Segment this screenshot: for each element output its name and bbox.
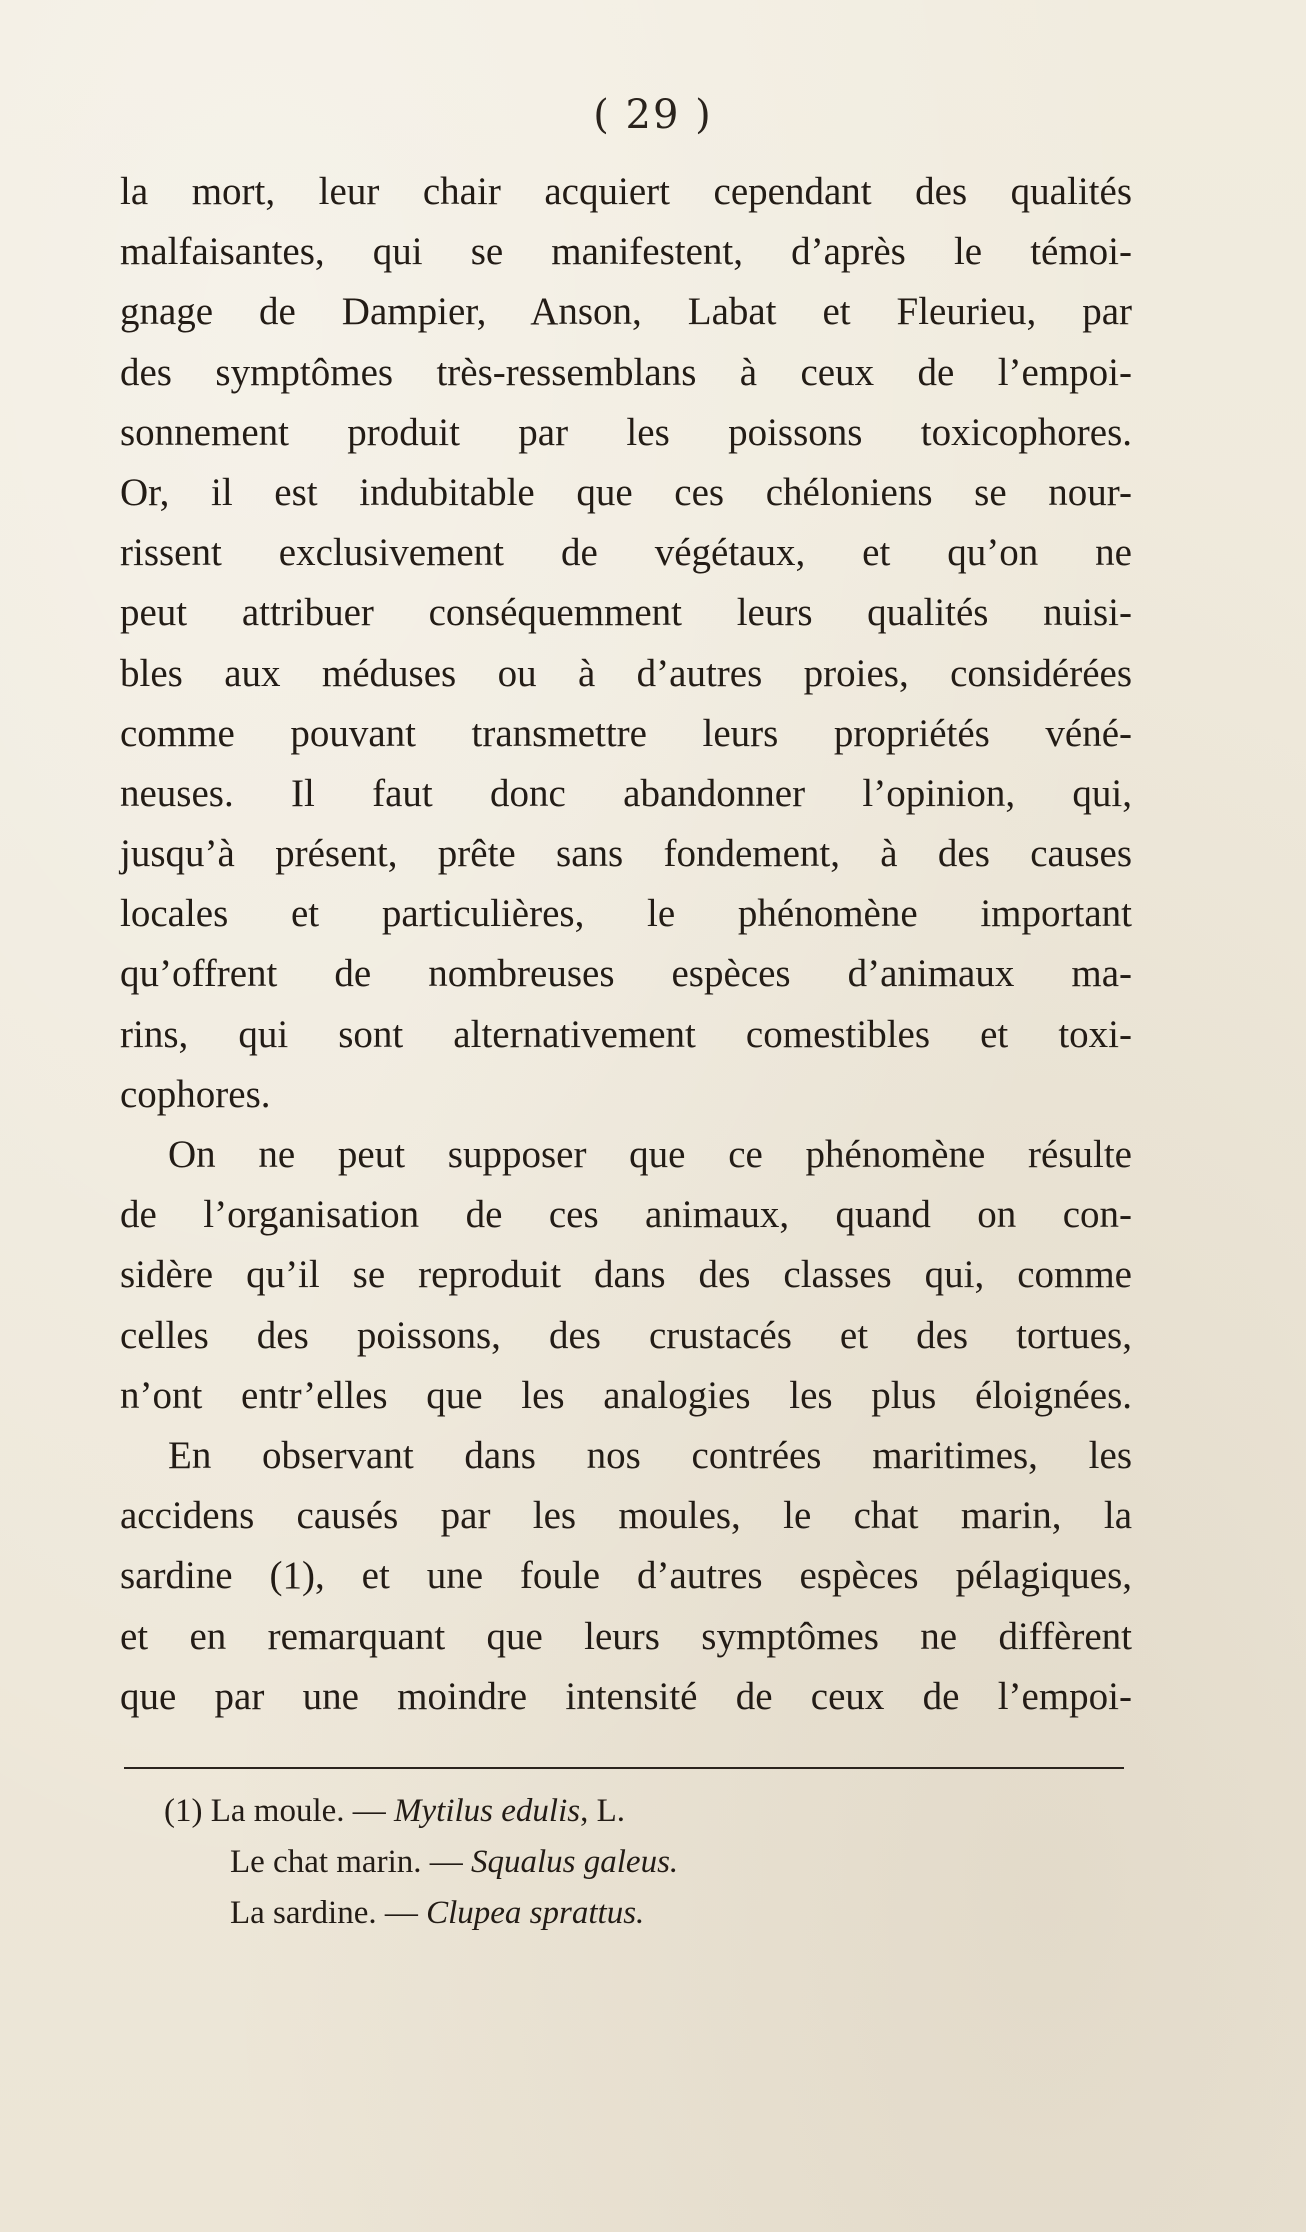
text-line: rins, qui sont alternativement comestibles et toxi- (120, 1012, 1132, 1056)
text-line: qu’offrent de nombreuses espèces d’animaux ma- (120, 952, 1132, 996)
footnote-species: Squalus galeus. (471, 1844, 679, 1880)
footnote-rule (124, 1767, 1124, 1769)
text-line: rissent exclusivement de végétaux, et qu’on ne (120, 531, 1132, 575)
text-line: bles aux méduses ou à d’autres proies, considérées (120, 651, 1132, 695)
text-line: et en remarquant que leurs symptômes ne diffèrent (120, 1614, 1132, 1658)
footnote-species: Mytilus edulis (394, 1793, 581, 1829)
body-text (120, 162, 1132, 1727)
text-line: cophores. (120, 1072, 271, 1116)
text-line: sidère qu’il se reproduit dans des classes qui, comme (120, 1253, 1132, 1297)
text-line: neuses. Il faut donc abandonner l’opinion, qui, (120, 771, 1132, 815)
footnote (164, 1888, 984, 1939)
footnote-common-name: Le chat marin. — (230, 1844, 463, 1880)
text-line: peut attribuer conséquemment leurs qualités nuisi- (120, 591, 1132, 635)
text-line: sonnement produit par les poissons toxicophores. (120, 410, 1132, 454)
footnote-common-name: La sardine. — (230, 1895, 418, 1931)
text-line: comme pouvant transmettre leurs propriétés véné- (120, 711, 1132, 755)
text-line: des symptômes très-ressemblans à ceux de l’empoi- (120, 350, 1132, 394)
footnotes (164, 1786, 984, 1939)
text-line: sardine (1), et une foule d’autres espèces pélagiques, (120, 1554, 1132, 1598)
text-line: locales et particulières, le phénomène important (120, 892, 1132, 936)
text-line: que par une moindre intensité de ceux de l’empoi- (120, 1674, 1132, 1718)
page-number: ( 29 ) (593, 92, 713, 138)
footnote-common-name: La moule. — (210, 1793, 386, 1829)
footnote-species: Clupea sprattus. (426, 1895, 645, 1931)
text-line: Or, il est indubitable que ces chéloniens se nour- (120, 470, 1132, 514)
footnote (164, 1837, 984, 1888)
text-line: On ne peut supposer que ce phénomène résulte (168, 1133, 1132, 1176)
footnote-suffix: , L. (580, 1793, 626, 1829)
text-line: gnage de Dampier, Anson, Labat et Fleurieu, par (120, 290, 1132, 334)
text-line: n’ont entr’elles que les analogies les plus éloignées. (120, 1373, 1132, 1417)
text-line: jusqu’à présent, prête sans fondement, à des causes (120, 832, 1132, 876)
text-line: malfaisantes, qui se manifestent, d’après le témoi- (120, 230, 1132, 274)
text-line: En observant dans nos contrées maritimes, les (168, 1433, 1132, 1477)
text-line: accidens causés par les moules, le chat marin, la (120, 1494, 1132, 1538)
text-line: de l’organisation de ces animaux, quand on con- (120, 1193, 1132, 1237)
footnote (164, 1786, 984, 1837)
text-line: la mort, leur chair acquiert cependant des qualités (120, 170, 1132, 213)
text-line: celles des poissons, des crustacés et des tortues, (120, 1313, 1132, 1357)
footnote-mark: (1) (164, 1793, 203, 1829)
